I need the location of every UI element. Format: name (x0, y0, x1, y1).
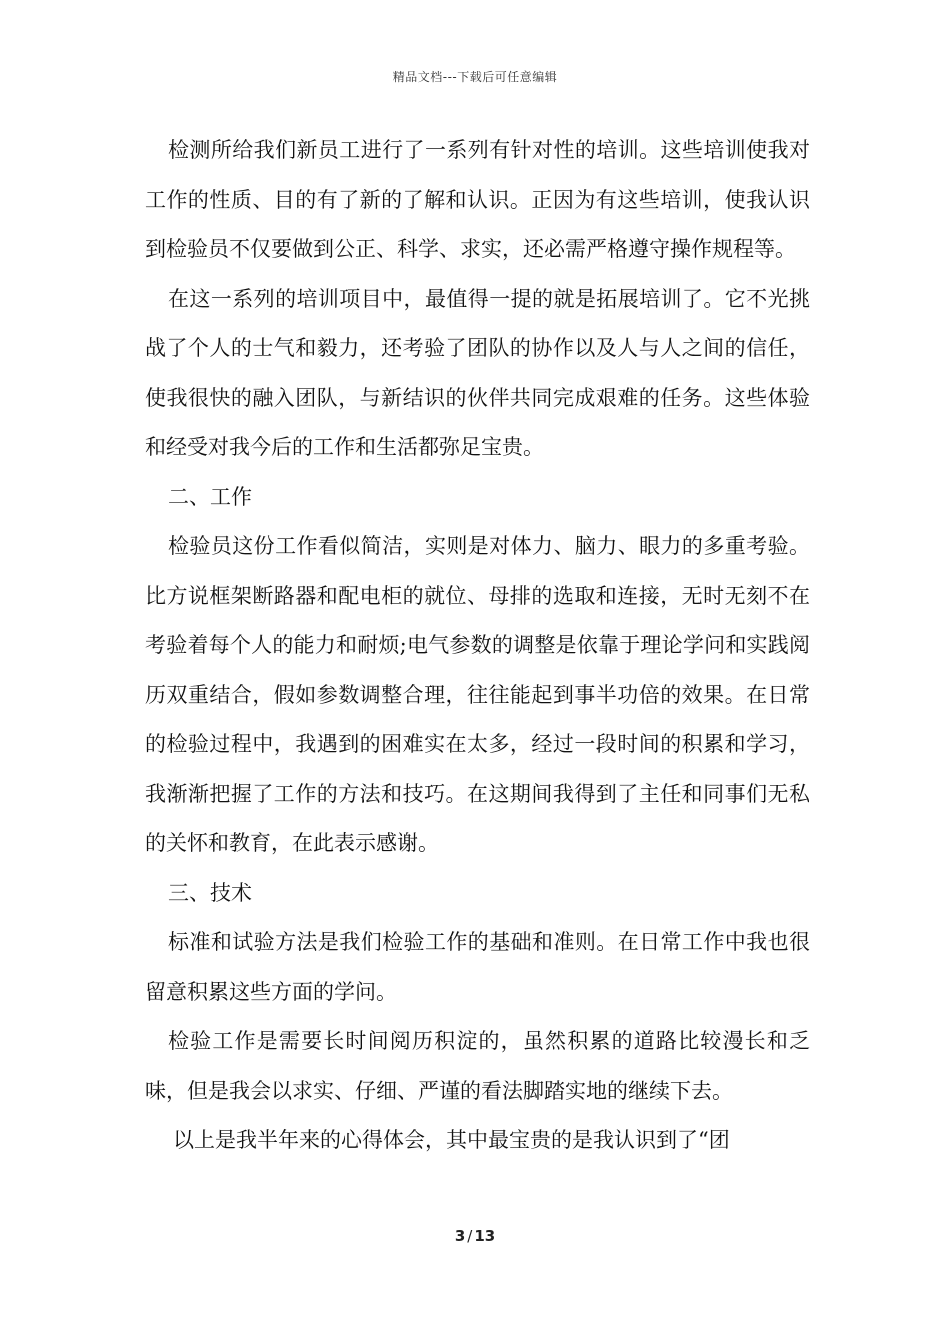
paragraph-expansion-training: 在这一系列的培训项目中，最值得一提的就是拓展培训了。它不光挑战了个人的士气和毅力，还考验了团队的协作以及人与人之间的信任，使我很快的融入团队，与新结识的伙伴共同完成艰难的任务。这些体验和经受对我今后的工作和生活都弥足宝贵。 (145, 286, 810, 459)
paragraph-standards: 标准和试验方法是我们检验工作的基础和准则。在日常工作中我也很留意积累这些方面的学问。 (145, 930, 810, 1004)
paragraph-experience: 检验工作是需要长时间阅历积淀的，虽然积累的道路比较漫长和乏味，但是我会以求实、仔细、严谨的看法脚踏实地的继续下去。 (145, 1029, 810, 1103)
current-page-number: 3 (454, 1227, 466, 1245)
page-separator: / (467, 1227, 473, 1245)
total-pages-number: 13 (474, 1227, 496, 1245)
section-heading-technology: 三、技术 (168, 880, 252, 905)
paragraph-training: 检测所给我们新员工进行了一系列有针对性的培训。这些培训使我对工作的性质、目的有了新的了解和认识。正因为有这些培训，使我认识到检验员不仅要做到公正、科学、求实，还必需严格遵守操作规程等。 (145, 138, 810, 261)
page-number (0, 1227, 950, 1245)
section-heading-work: 二、工作 (168, 484, 252, 509)
paragraph-summary: 以上是我半年来的心得体会，其中最宝贵的是我认识到了“团 (173, 1128, 730, 1152)
paragraph-work: 检验员这份工作看似简洁，实则是对体力、脑力、眼力的多重考验。比方说框架断路器和配电柜的就位、母排的选取和连接，无时无刻不在考验着每个人的能力和耐烦;电气参数的调整是依靠于理论学问和实践阅历双重结合，假如参数调整合理，往往能起到事半功倍的效果。在日常的检验过程中，我遇到的困难实在太多，经过一段时间的积累和学习，我渐渐把握了工作的方法和技巧。在这期间我得到了主任和同事们无私的关怀和教育，在此表示感谢。 (145, 534, 810, 855)
document-body (145, 126, 810, 1166)
page-header: 精品文档---下载后可任意编辑 (392, 70, 558, 84)
